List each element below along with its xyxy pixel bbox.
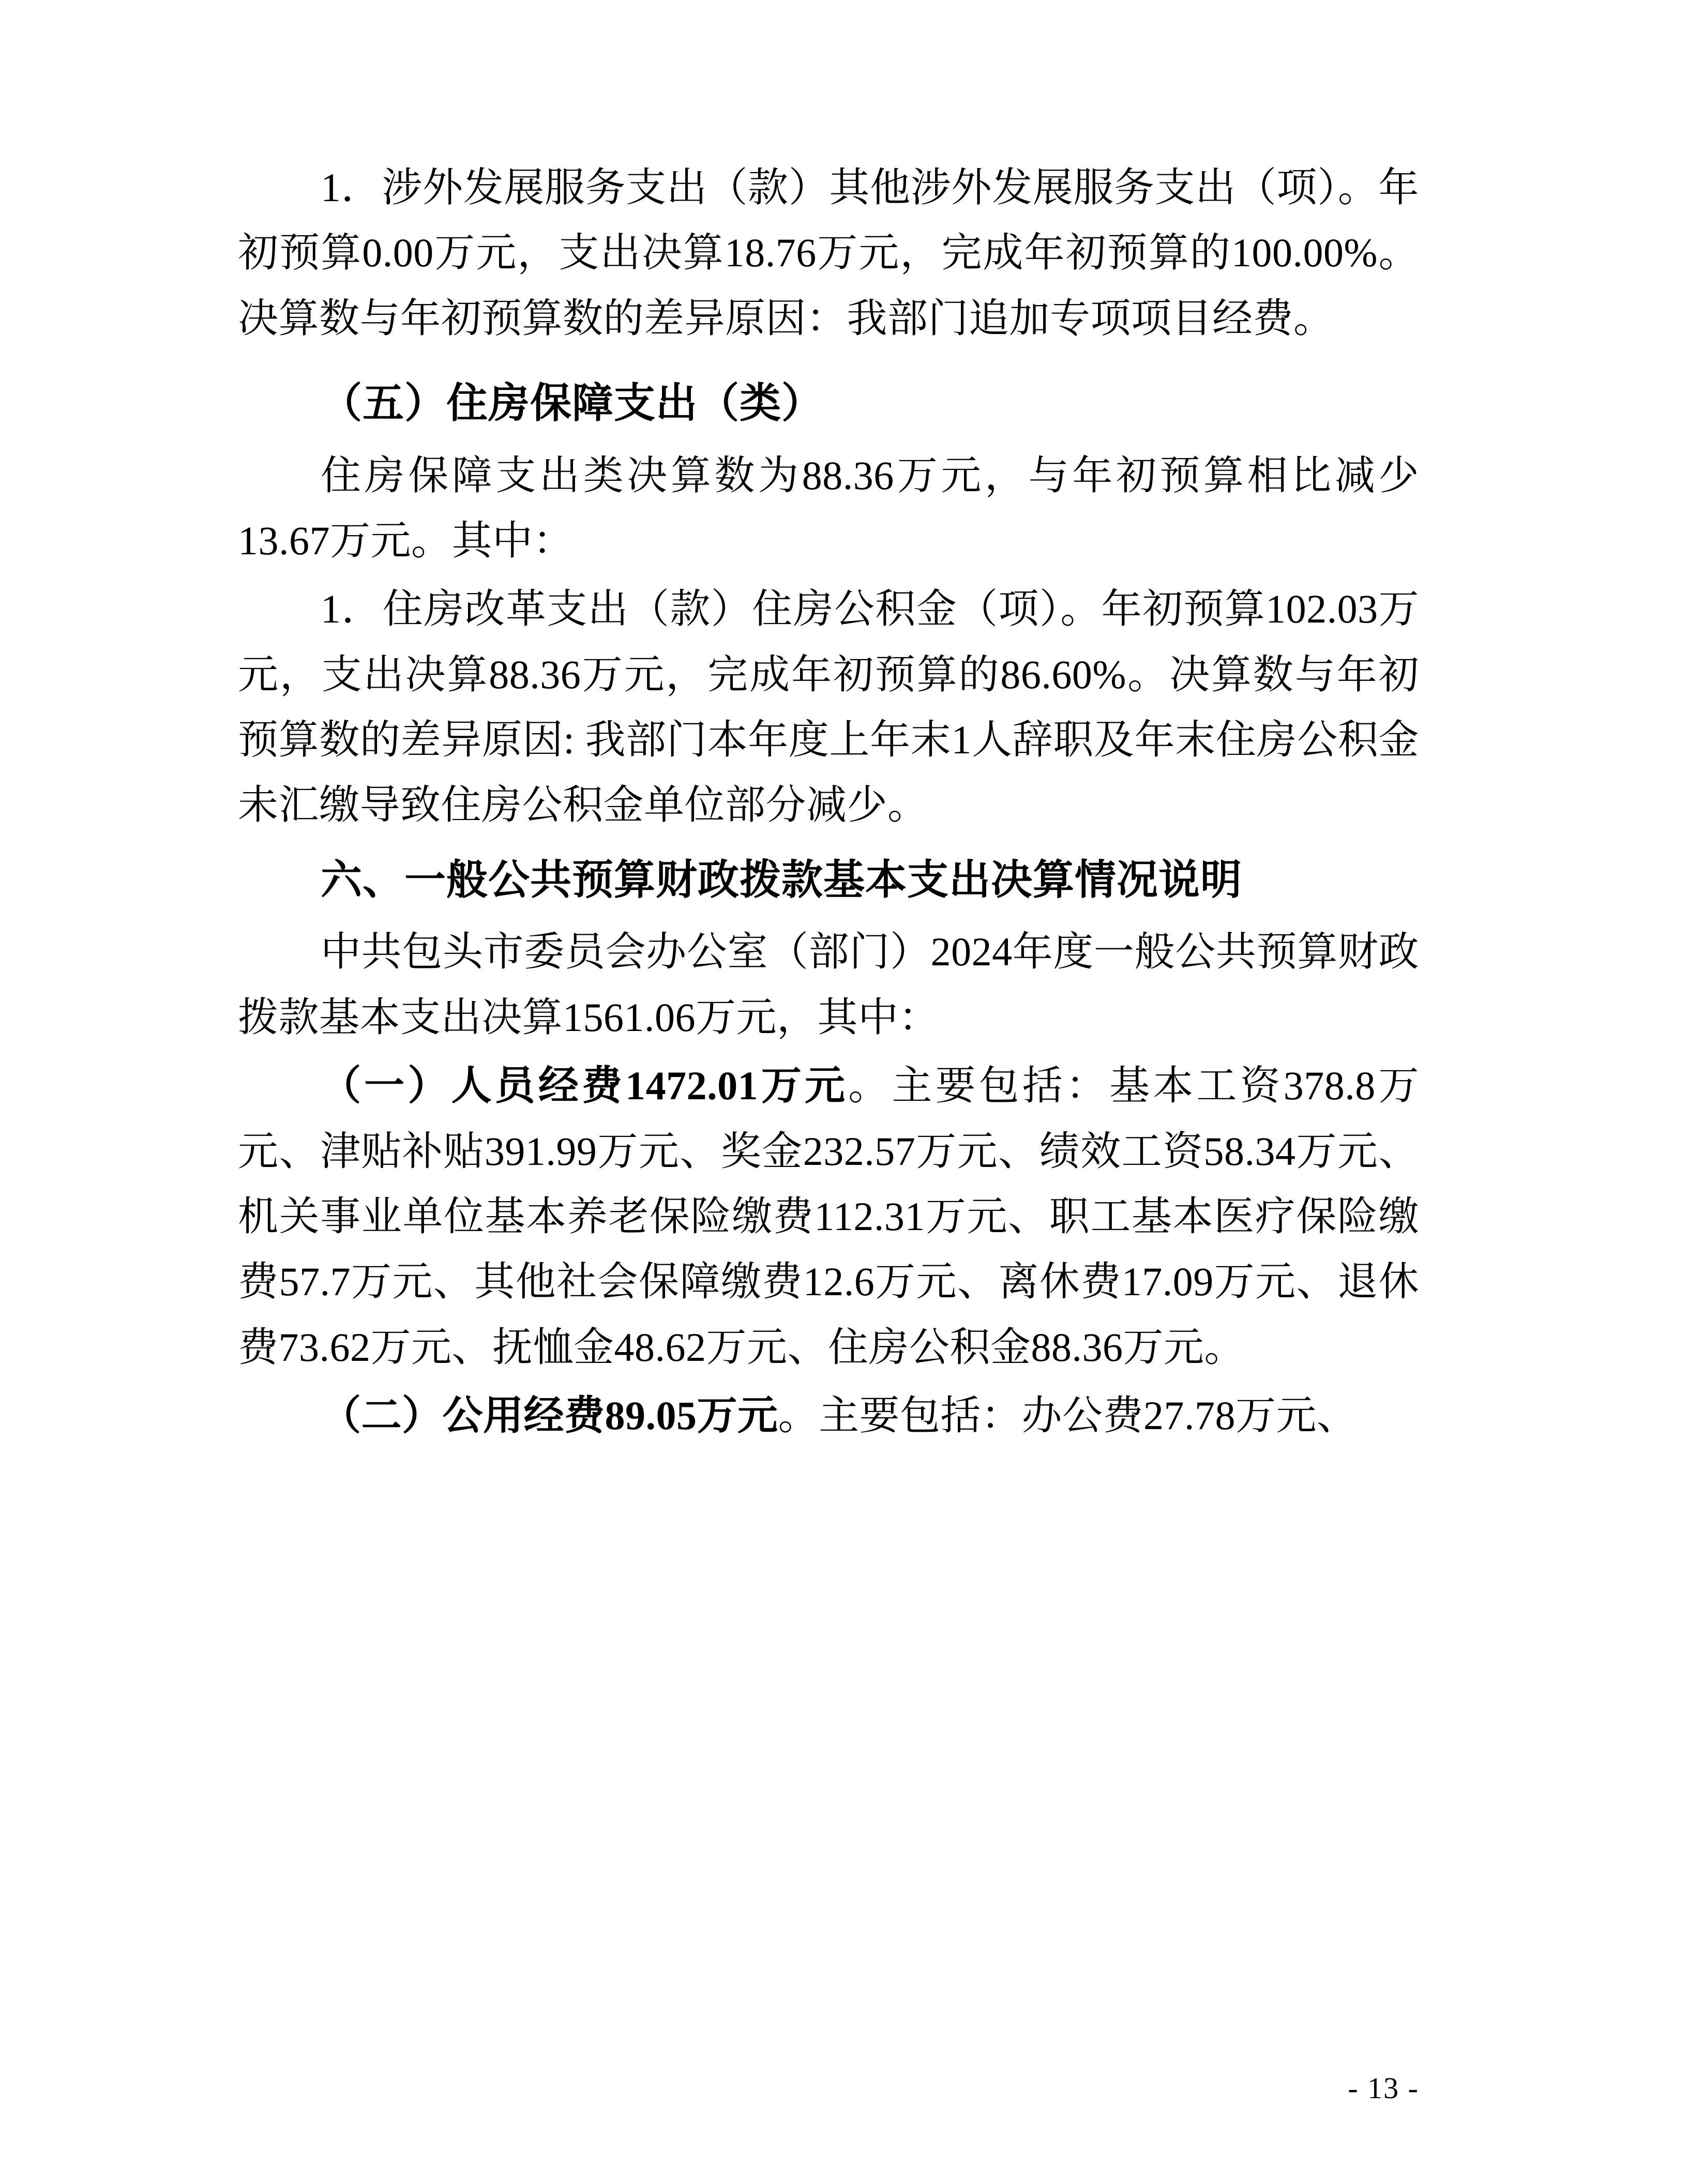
spacer (238, 354, 1419, 361)
paragraph-public-expenses (238, 1383, 1419, 1448)
public-expenses-label: （二）公用经费89.05万元 (321, 1392, 778, 1438)
paragraph-personnel-expenses (238, 1053, 1419, 1380)
paragraph-housing-fund-detail: 1．住房改革支出（款）住房公积金（项）。年初预算102.03万元，支出决算88.36万元，完成年初预算的86.60%。决算数与年初预算数的差异原因: 我部门本年度上年末1人辞职及年末住房公积金未汇缴导致住房公积金单位部分减少。 (238, 586, 1419, 828)
section-heading-housing-security: （五）住房保障支出（类） (321, 381, 823, 427)
public-expenses-detail: 。主要包括：办公费27.78万元、 (778, 1392, 1358, 1438)
paragraph-foreign-affairs-expenditure: 1．涉外发展服务支出（款）其他涉外发展服务支出（项）。年初预算0.00万元，支出决算18.76万元，完成年初预算的100.00%。决算数与年初预算数的差异原因：我部门追加专项项目经费。 (238, 165, 1419, 341)
paragraph-basic-expenditure-total: 中共包头市委员会办公室（部门）2024年度一般公共预算财政拨款基本支出决算1561.06万元，其中： (238, 929, 1419, 1040)
personnel-expenses-detail: 。主要包括：基本工资378.8万元、津贴补贴391.99万元、奖金232.57万元、绩效工资58.34万元、机关事业单位基本养老保险缴费112.31万元、职工基本医疗保险缴费57.7万元、其他社会保障缴费12.6万元、离休费17.09万元、退休费73.62万元、抚恤金48.62万元、住房公积金88.36万元。 (238, 1063, 1419, 1370)
personnel-expenses-label: （一）人员经费1472.01万元 (321, 1063, 849, 1109)
page-number: - 13 - (1348, 2071, 1419, 2105)
paragraph-housing-security-summary: 住房保障支出类决算数为88.36万元，与年初预算相比减少13.67万元。其中： (238, 452, 1419, 564)
section-heading-basic-expenditure: 六、一般公共预算财政拨款基本支出决算情况说明 (321, 857, 1242, 903)
